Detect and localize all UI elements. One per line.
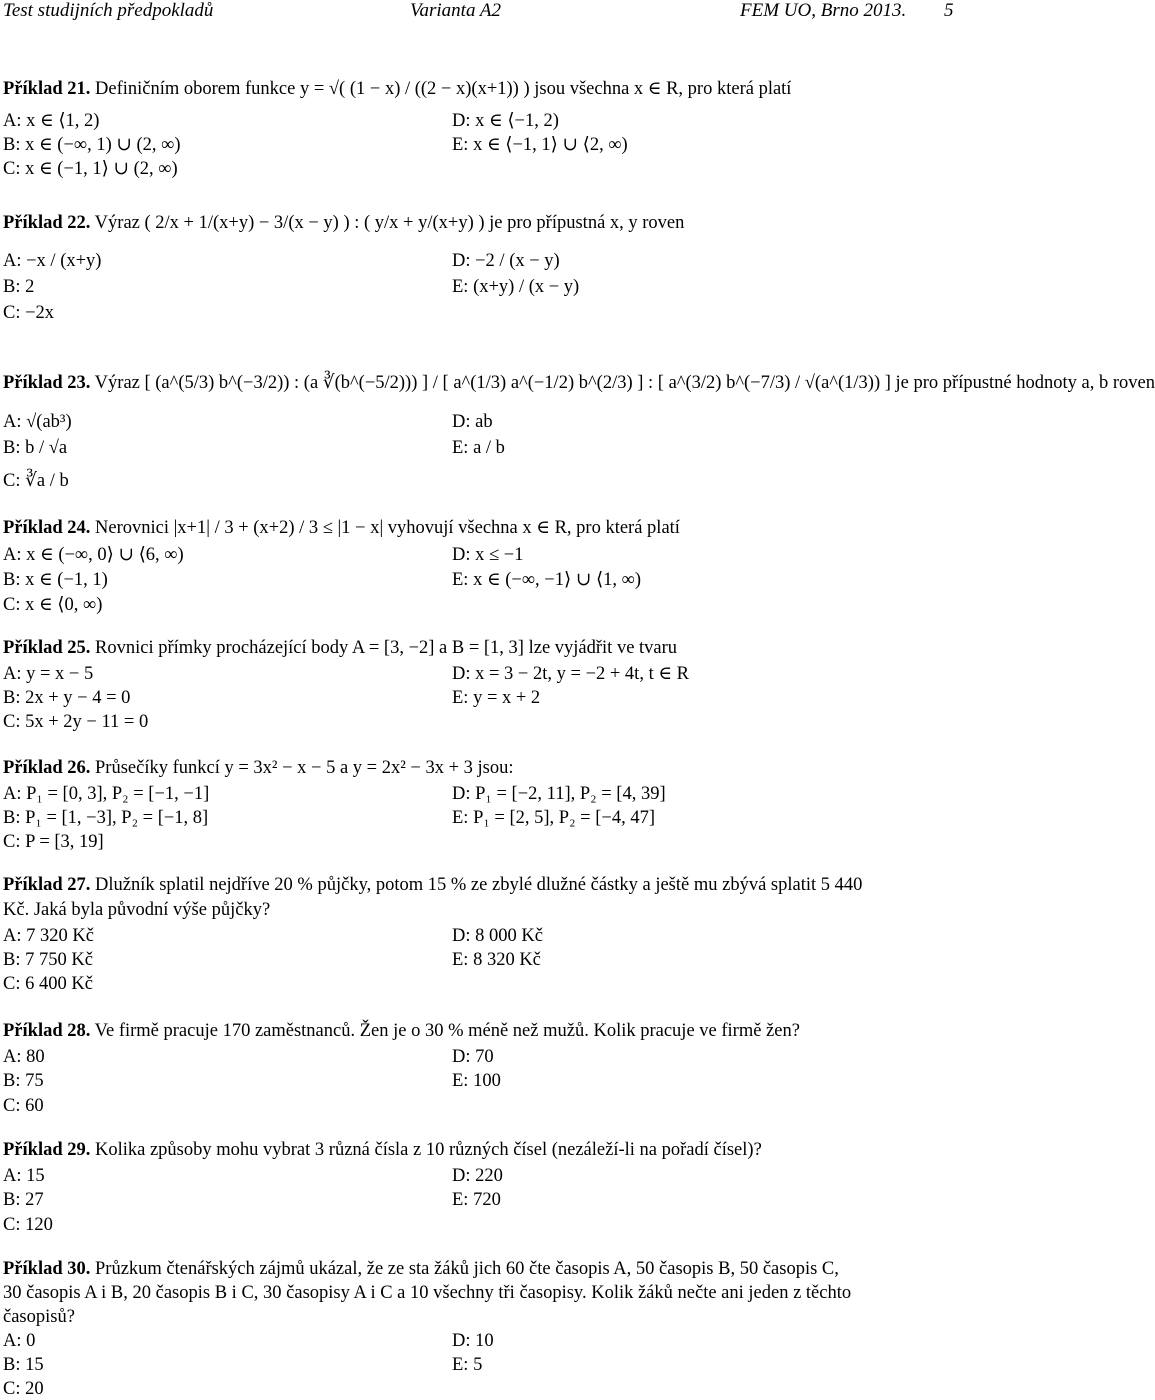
option-b: B: x ∈ (−1, 1)	[3, 570, 108, 590]
option-a: A: x ∈ (−∞, 0⟩ ∪ ⟨6, ∞)	[3, 545, 184, 565]
option-e: E: 720	[452, 1190, 501, 1210]
option-d: D: 10	[452, 1331, 494, 1351]
problem-title: Příklad 21.	[3, 79, 91, 99]
option-c: C: x ∈ ⟨0, ∞)	[3, 595, 103, 615]
option-e: E: 5	[452, 1355, 483, 1375]
option-e: E: x ∈ ⟨−1, 1⟩ ∪ ⟨2, ∞)	[452, 135, 628, 155]
option-c: C: ∛a / b	[3, 471, 69, 491]
problem-title: Příklad 30.	[3, 1259, 91, 1279]
problem-text: Průsečíky funkcí y = 3x² − x − 5 a y = 2x² − 3x + 3 jsou:	[95, 758, 514, 778]
option-d: D: −2 / (x − y)	[452, 251, 560, 271]
problem-text-continued-2: časopisů?	[3, 1307, 75, 1327]
problem-title: Příklad 29.	[3, 1140, 91, 1160]
option-d: D: 220	[452, 1166, 503, 1186]
option-e: E: y = x + 2	[452, 688, 541, 708]
problem-title: Příklad 28.	[3, 1021, 91, 1041]
option-c: C: 6 400 Kč	[3, 974, 93, 994]
option-d: D: ab	[452, 412, 493, 432]
option-d: D: x ≤ −1	[452, 545, 524, 565]
problem-text: Nerovnici |x+1| / 3 + (x+2) / 3 ≤ |1 − x| vyhovují všechna x ∈ R, pro která platí	[95, 518, 680, 538]
problem-title: Příklad 23.	[3, 373, 91, 393]
option-c: C: 20	[3, 1379, 44, 1399]
option-c: C: P = [3, 19]	[3, 832, 104, 852]
option-c: C: 120	[3, 1215, 53, 1235]
option-b: B: 15	[3, 1355, 44, 1375]
option-d: D: 70	[452, 1047, 494, 1067]
option-d: D: 8 000 Kč	[452, 926, 543, 946]
option-b: B: 27	[3, 1190, 44, 1210]
header-variant: Varianta A2	[410, 0, 501, 21]
option-e: E: 8 320 Kč	[452, 950, 541, 970]
option-e: E: (x+y) / (x − y)	[452, 277, 580, 297]
option-c: C: 60	[3, 1096, 44, 1116]
problem-text: Výraz ( 2/x + 1/(x+y) − 3/(x − y) ) : ( y/x + y/(x+y) ) je pro přípustná x, y roven	[94, 213, 685, 233]
problem-text-continued: Kč. Jaká byla původní výše půjčky?	[3, 900, 271, 920]
option-b: B: x ∈ (−∞, 1) ∪ (2, ∞)	[3, 135, 181, 155]
option-d: D: x = 3 − 2t, y = −2 + 4t, t ∈ R	[452, 664, 689, 684]
problem-title: Příklad 24.	[3, 518, 91, 538]
problem-text: Rovnici přímky procházející body A = [3, −2] a B = [1, 3] lze vyjádřit ve tvaru	[95, 638, 678, 658]
option-a: A: y = x − 5	[3, 664, 94, 684]
problem-text: Definičním oborem funkce y = √( (1 − x) / ((2 − x)(x+1)) ) jsou všechna x ∈ R, pro která platí	[95, 79, 792, 99]
option-e: E: 100	[452, 1071, 501, 1091]
page-number: 5	[944, 0, 954, 21]
option-c: C: 5x + 2y − 11 = 0	[3, 712, 149, 732]
problem-title: Příklad 26.	[3, 758, 91, 778]
option-b: B: 2	[3, 277, 35, 297]
problem-title: Příklad 22.	[3, 213, 91, 233]
page-header	[0, 0, 960, 26]
header-institution: FEM UO, Brno 2013.	[740, 0, 907, 21]
problem-text: Výraz [ (a^(5/3) b^(−3/2)) : (a ∛(b^(−5/2))) ] / [ a^(1/3) a^(−1/2) b^(2/3) ] : [ a^(3/2) b^(−7/3) / √(a^(1/3)) ] je pro přípustné hodnoty a, b roven	[94, 373, 1155, 393]
problem-title: Příklad 27.	[3, 875, 91, 895]
option-d: D: P₁ = [−2, 11], P₂ = [4, 39]	[452, 784, 666, 804]
problem-text-continued: 30 časopis A i B, 20 časopis B i C, 30 časopisy A i C a 10 všechny tři časopisy. Kolik žáků nečte ani jeden z těchto	[3, 1283, 852, 1303]
option-a: A: x ∈ ⟨1, 2)	[3, 111, 100, 131]
option-b: B: 2x + y − 4 = 0	[3, 688, 131, 708]
problem-text: Dlužník splatil nejdříve 20 % půjčky, potom 15 % ze zbylé dlužné částky a ještě mu zbývá splatit 5 440	[95, 875, 863, 895]
option-c: C: −2x	[3, 303, 55, 323]
option-a: A: −x / (x+y)	[3, 251, 102, 271]
option-b: B: 75	[3, 1071, 44, 1091]
option-a: A: 80	[3, 1047, 45, 1067]
problem-text: Průzkum čtenářských zájmů ukázal, že ze sta žáků jich 60 čte časopis A, 50 časopis B, 50 časopis C,	[95, 1259, 839, 1279]
option-c: C: x ∈ (−1, 1⟩ ∪ (2, ∞)	[3, 159, 178, 179]
problem-text: Kolika způsoby mohu vybrat 3 různá čísla z 10 různých čísel (nezáleží-li na pořadí čísel)?	[95, 1140, 762, 1160]
option-b: B: P₁ = [1, −3], P₂ = [−1, 8]	[3, 808, 209, 828]
option-d: D: x ∈ ⟨−1, 2)	[452, 111, 559, 131]
option-a: A: 0	[3, 1331, 36, 1351]
header-title: Test studijních předpokladů	[3, 0, 214, 21]
option-e: E: x ∈ (−∞, −1⟩ ∪ ⟨1, ∞)	[452, 570, 642, 590]
option-a: A: P₁ = [0, 3], P₂ = [−1, −1]	[3, 784, 210, 804]
option-a: A: √(ab³)	[3, 412, 72, 432]
option-e: E: P₁ = [2, 5], P₂ = [−4, 47]	[452, 808, 655, 828]
option-a: A: 7 320 Kč	[3, 926, 94, 946]
option-b: B: 7 750 Kč	[3, 950, 93, 970]
option-b: B: b / √a	[3, 438, 68, 458]
option-a: A: 15	[3, 1166, 45, 1186]
problem-title: Příklad 25.	[3, 638, 91, 658]
option-e: E: a / b	[452, 438, 505, 458]
problem-text: Ve firmě pracuje 170 zaměstnanců. Žen je o 30 % méně než mužů. Kolik pracuje ve firmě žen?	[94, 1021, 800, 1041]
